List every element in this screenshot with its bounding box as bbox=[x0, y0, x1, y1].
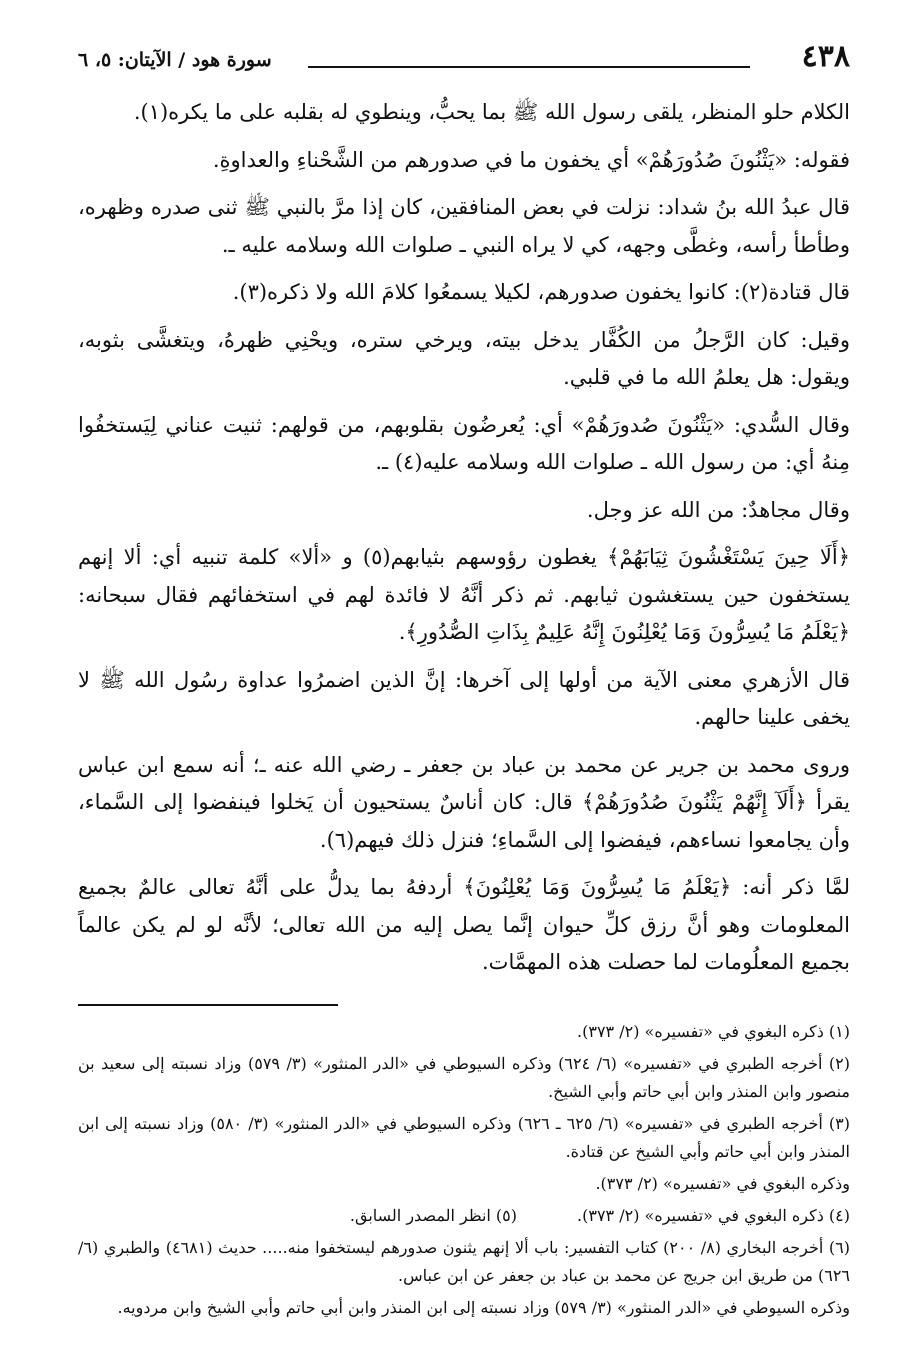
paragraph: وقال السُّدي: «يَثْنُونَ صُدورَهُمْ» أي: يُعرضُون بقلوبهم، من قولهم: ثنيت عناني لِيَستخفُوا مِنهُ أي: من رسول الله ـ صلوات الله وسلامه عليه(٤) ـ. bbox=[78, 412, 850, 474]
page bbox=[78, 28, 850, 1326]
footnote-rule bbox=[78, 1004, 338, 1006]
paragraph: ﴿أَلَا حِينَ يَسْتَغْشُونَ ثِيَابَهُمْ﴾ يغطون رؤوسهم بثيابهم(٥) و «ألا» كلمة تنبيه أي: ألا إنهم يستخفون حين يستغشون ثيابهم. ثم ذكر أنَّهُ لا فائدة لهم في استخفائهم فقال سبحانه: ﴿يَعْلَمُ مَا يُسِرُّونَ وَمَا يُعْلِنُونَ إِنَّهُ عَلِيمٌ بِذَاتِ الصُّدُورِ﴾. bbox=[78, 545, 851, 644]
page-number: ٤٣٨ bbox=[801, 39, 850, 74]
footnote-1: (١) ذكره البغوي في «تفسيره» (٢/ ٣٧٣). bbox=[577, 1021, 850, 1041]
running-title: سورة هود / الآيتان: ٥، ٦ bbox=[78, 49, 272, 71]
paragraph: الكلام حلو المنظر، يلقى رسول الله ﷺ بما يحبُّ، وينطوي له بقلبه على ما يكره(١). bbox=[133, 100, 850, 124]
footnote-6-continued: وذكره السيوطي في «الدر المنثور» (٣/ ٥٧٩) وزاد نسبته إلى ابن المنذر وابن أبي حاتم وأبي الشيخ وابن مردويه. bbox=[117, 1297, 850, 1317]
paragraph: وقيل: كان الرَّجلُ من الكُفَّار يدخل بيته، ويرخي ستره، ويحْنِي ظهرهُ، ويتغشَّى بثوبه، ويقول: هل يعلمُ الله ما في قلبي. bbox=[78, 327, 850, 389]
paragraph: قال قتادة(٢): كانوا يخفون صدورهم، لكيلا يسمعُوا كلامَ الله ولا ذكره(٣). bbox=[232, 280, 850, 304]
paragraph: لمَّا ذكر أنه: ﴿يَعْلَمُ مَا يُسِرُّونَ وَمَا يُعْلِنُونَ﴾ أردفهُ بما يدلُّ على أنَّهُ تعالى عالمٌ بجميع المعلومات وهو أنَّ رزق كلِّ حيوان إنَّما يصل إليه من الله تعالى؛ لأنَّه لو لم يكن عالماً بجميع المعلُومات لما حصلت هذه المهمَّات. bbox=[78, 875, 850, 974]
footnote-2: (٢) أخرجه الطبري في «تفسيره» (٦/ ٦٢٤) وذكره السيوطي في «الدر المنثور» (٣/ ٥٧٩) وزاد نسبته إلى سعيد بن منصور وابن المنذر وابن أبي حاتم وأبي الشيخ. bbox=[78, 1053, 851, 1101]
main-text bbox=[78, 94, 850, 982]
header-rule bbox=[308, 66, 750, 68]
footnote-3-continued: وذكره البغوي في «تفسيره» (٢/ ٣٧٣). bbox=[595, 1173, 850, 1193]
footnote-6: (٦) أخرجه البخاري (٨/ ٢٠٠) كتاب التفسير: باب ألا إنهم يثنون صدورهم ليستخفوا منه..... حديث (٤٦٨١) والطبري (٦/ ٦٢٦) من طريق ابن جريج عن محمد بن عباد بن جعفر عن ابن عباس. bbox=[78, 1237, 850, 1285]
paragraph: وقال مجاهدٌ: من الله عز وجل. bbox=[586, 497, 850, 522]
footnote-5: (٥) انظر المصدر السابق. bbox=[349, 1205, 518, 1225]
paragraph: قال الأزهري معنى الآية من أولها إلى آخرها: إنَّ الذين اضمرُوا عداوة رسُول الله ﷺ لا يخفى علينا حالهم. bbox=[78, 667, 850, 729]
footnote-4: (٤) ذكره البغوي في «تفسيره» (٢/ ٣٧٣). bbox=[577, 1205, 850, 1225]
footnote-3: (٣) أخرجه الطبري في «تفسيره» (٦/ ٦٢٥ ـ ٦٢٦) وذكره السيوطي في «الدر المنثور» (٣/ ٥٨٠) وزاد نسبته إلى ابن المنذر وابن أبي حاتم وأبي الشيخ عن قتادة. bbox=[78, 1113, 851, 1161]
paragraph: قال عبدُ الله بنُ شداد: نزلت في بعض المنافقين، كان إذا مرَّ بالنبي ﷺ ثنى صدره وظهره، وطأطأ رأسه، وغطَّى وجهه، كي لا يراه النبي ـ صلوات الله وسلامه عليه ـ. bbox=[78, 195, 850, 257]
paragraph: فقوله: «يَثْنُونَ صُدُورَهُمْ» أي يخفون ما في صدورهم من الشَّحْناءِ والعداوةِ. bbox=[212, 147, 850, 172]
footnote-row bbox=[78, 1202, 850, 1234]
paragraph: وروى محمد بن جرير عن محمد بن عباد بن جعفر ـ رضي الله عنه ـ؛ أنه سمع ابن عباس يقرأ ﴿أَلَآ إِنَّهُمْ يَثْنُونَ صُدُورَهُمْ﴾ قال: كان أناسٌ يستحيون أن يَخلوا فينفضوا إلى السَّماء، وأن يجامعوا نساءهم، فيفضوا إلى السَّماءِ؛ فنزل ذلك فيهم(٦). bbox=[78, 752, 850, 852]
footnotes bbox=[78, 1018, 850, 1322]
